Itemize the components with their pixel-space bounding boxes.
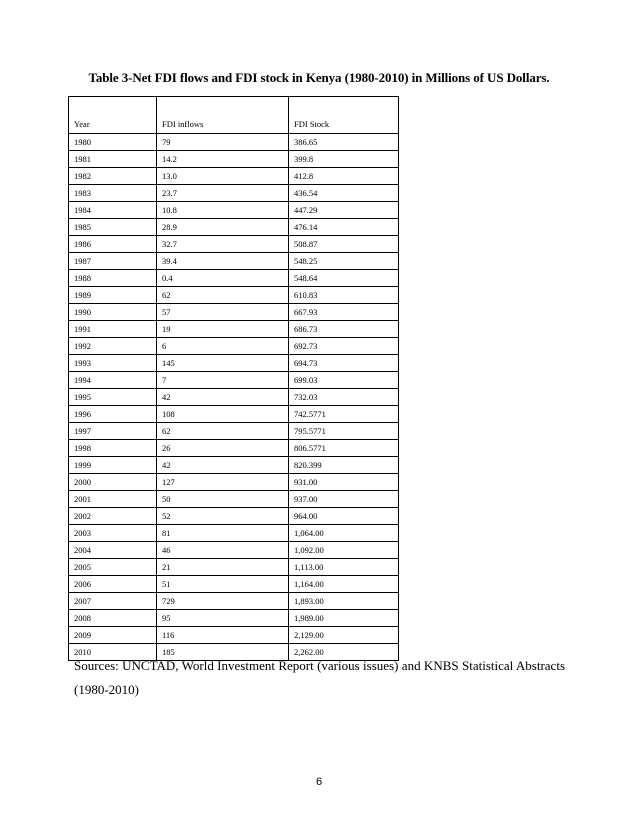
cell-year: 2003 bbox=[69, 525, 157, 542]
table-row bbox=[69, 457, 399, 474]
cell-fdi-inflows: 28.9 bbox=[157, 219, 289, 236]
cell-fdi-stock: 937.00 bbox=[289, 491, 399, 508]
cell-fdi-inflows: 79 bbox=[157, 134, 289, 151]
cell-fdi-stock: 699.03 bbox=[289, 372, 399, 389]
cell-year: 2000 bbox=[69, 474, 157, 491]
cell-year: 1991 bbox=[69, 321, 157, 338]
table-row bbox=[69, 440, 399, 457]
table-row bbox=[69, 134, 399, 151]
table-row bbox=[69, 491, 399, 508]
cell-fdi-inflows: 51 bbox=[157, 576, 289, 593]
table-row bbox=[69, 253, 399, 270]
table-row bbox=[69, 236, 399, 253]
header-year: Year bbox=[69, 115, 157, 134]
cell-fdi-inflows: 39.4 bbox=[157, 253, 289, 270]
cell-fdi-stock: 436.54 bbox=[289, 185, 399, 202]
cell-year: 1984 bbox=[69, 202, 157, 219]
cell-fdi-inflows: 62 bbox=[157, 423, 289, 440]
table-row bbox=[69, 525, 399, 542]
table-row bbox=[69, 355, 399, 372]
cell-fdi-stock: 1,893.00 bbox=[289, 593, 399, 610]
cell-fdi-stock: 964.00 bbox=[289, 508, 399, 525]
page-number: 6 bbox=[315, 776, 323, 788]
table-row bbox=[69, 474, 399, 491]
cell-fdi-inflows: 42 bbox=[157, 389, 289, 406]
cell-fdi-stock: 1,113.00 bbox=[289, 559, 399, 576]
cell-fdi-stock: 795.5771 bbox=[289, 423, 399, 440]
cell-year: 1999 bbox=[69, 457, 157, 474]
cell-year: 1998 bbox=[69, 440, 157, 457]
cell-fdi-stock: 1,064.00 bbox=[289, 525, 399, 542]
table-row bbox=[69, 185, 399, 202]
table-row bbox=[69, 338, 399, 355]
table-row bbox=[69, 559, 399, 576]
cell-fdi-inflows: 14.2 bbox=[157, 151, 289, 168]
cell-fdi-stock: 742.5771 bbox=[289, 406, 399, 423]
cell-year: 1992 bbox=[69, 338, 157, 355]
cell-year: 1987 bbox=[69, 253, 157, 270]
cell-year: 1995 bbox=[69, 389, 157, 406]
table-row bbox=[69, 202, 399, 219]
cell-fdi-stock: 2,129.00 bbox=[289, 627, 399, 644]
cell-fdi-stock: 732.03 bbox=[289, 389, 399, 406]
cell-fdi-inflows: 729 bbox=[157, 593, 289, 610]
cell-fdi-stock: 820.399 bbox=[289, 457, 399, 474]
table-title: Table 3-Net FDI flows and FDI stock in Kenya (1980-2010) in Millions of US Dollars. bbox=[88, 70, 550, 85]
cell-fdi-inflows: 145 bbox=[157, 355, 289, 372]
table-row bbox=[69, 372, 399, 389]
cell-year: 1990 bbox=[69, 304, 157, 321]
cell-year: 1993 bbox=[69, 355, 157, 372]
table-spacer-row bbox=[69, 97, 399, 116]
table-row bbox=[69, 610, 399, 627]
cell-fdi-inflows: 42 bbox=[157, 457, 289, 474]
fdi-table bbox=[68, 96, 399, 661]
cell-fdi-inflows: 23.7 bbox=[157, 185, 289, 202]
table-row bbox=[69, 219, 399, 236]
table-row bbox=[69, 321, 399, 338]
cell-fdi-inflows: 13.0 bbox=[157, 168, 289, 185]
cell-fdi-stock: 694.73 bbox=[289, 355, 399, 372]
cell-year: 1997 bbox=[69, 423, 157, 440]
cell-year: 2009 bbox=[69, 627, 157, 644]
cell-year: 2008 bbox=[69, 610, 157, 627]
cell-fdi-stock: 508.87 bbox=[289, 236, 399, 253]
table-row bbox=[69, 287, 399, 304]
cell-fdi-stock: 386.65 bbox=[289, 134, 399, 151]
cell-fdi-stock: 1,989.00 bbox=[289, 610, 399, 627]
source-note: Sources: UNCTAD, World Investment Report (various issues) and KNBS Statistical Abstracts (1980-2010) bbox=[74, 658, 565, 697]
cell-year: 1982 bbox=[69, 168, 157, 185]
cell-year: 2001 bbox=[69, 491, 157, 508]
cell-year: 1980 bbox=[69, 134, 157, 151]
cell-year: 2006 bbox=[69, 576, 157, 593]
cell-fdi-stock: 1,092.00 bbox=[289, 542, 399, 559]
cell-fdi-stock: 686.73 bbox=[289, 321, 399, 338]
cell-year: 2010 bbox=[69, 644, 157, 661]
table-row bbox=[69, 270, 399, 287]
cell-fdi-inflows: 19 bbox=[157, 321, 289, 338]
cell-fdi-inflows: 52 bbox=[157, 508, 289, 525]
cell-year: 1989 bbox=[69, 287, 157, 304]
cell-year: 1986 bbox=[69, 236, 157, 253]
cell-year: 1985 bbox=[69, 219, 157, 236]
header-fdi-inflows: FDI inflows bbox=[157, 115, 289, 134]
table-row bbox=[69, 168, 399, 185]
cell-fdi-stock: 667.93 bbox=[289, 304, 399, 321]
table-row bbox=[69, 627, 399, 644]
cell-fdi-inflows: 127 bbox=[157, 474, 289, 491]
header-fdi-stock: FDI Stock bbox=[289, 115, 399, 134]
cell-fdi-inflows: 185 bbox=[157, 644, 289, 661]
cell-fdi-inflows: 10.8 bbox=[157, 202, 289, 219]
cell-fdi-inflows: 50 bbox=[157, 491, 289, 508]
cell-fdi-stock: 548.25 bbox=[289, 253, 399, 270]
cell-fdi-inflows: 108 bbox=[157, 406, 289, 423]
cell-fdi-stock: 610.83 bbox=[289, 287, 399, 304]
table-row bbox=[69, 423, 399, 440]
cell-fdi-stock: 931.00 bbox=[289, 474, 399, 491]
cell-fdi-inflows: 32.7 bbox=[157, 236, 289, 253]
table-row bbox=[69, 576, 399, 593]
cell-year: 2007 bbox=[69, 593, 157, 610]
table-row bbox=[69, 389, 399, 406]
cell-year: 1988 bbox=[69, 270, 157, 287]
cell-fdi-inflows: 116 bbox=[157, 627, 289, 644]
cell-fdi-stock: 548.64 bbox=[289, 270, 399, 287]
cell-fdi-inflows: 57 bbox=[157, 304, 289, 321]
cell-year: 1994 bbox=[69, 372, 157, 389]
table-row bbox=[69, 406, 399, 423]
cell-fdi-inflows: 7 bbox=[157, 372, 289, 389]
cell-fdi-inflows: 6 bbox=[157, 338, 289, 355]
cell-year: 2002 bbox=[69, 508, 157, 525]
table-row bbox=[69, 593, 399, 610]
cell-fdi-inflows: 26 bbox=[157, 440, 289, 457]
cell-fdi-stock: 476.14 bbox=[289, 219, 399, 236]
cell-fdi-stock: 447.29 bbox=[289, 202, 399, 219]
cell-year: 1981 bbox=[69, 151, 157, 168]
cell-fdi-stock: 1,164.00 bbox=[289, 576, 399, 593]
cell-fdi-inflows: 21 bbox=[157, 559, 289, 576]
cell-year: 2004 bbox=[69, 542, 157, 559]
cell-fdi-stock: 399.8 bbox=[289, 151, 399, 168]
cell-fdi-inflows: 46 bbox=[157, 542, 289, 559]
cell-fdi-stock: 806.5771 bbox=[289, 440, 399, 457]
cell-fdi-inflows: 95 bbox=[157, 610, 289, 627]
cell-fdi-stock: 412.8 bbox=[289, 168, 399, 185]
cell-fdi-inflows: 0.4 bbox=[157, 270, 289, 287]
table-row bbox=[69, 304, 399, 321]
cell-fdi-inflows: 81 bbox=[157, 525, 289, 542]
table-row bbox=[69, 151, 399, 168]
cell-year: 1996 bbox=[69, 406, 157, 423]
cell-year: 2005 bbox=[69, 559, 157, 576]
table-row bbox=[69, 508, 399, 525]
cell-year: 1983 bbox=[69, 185, 157, 202]
cell-fdi-stock: 2,262.00 bbox=[289, 644, 399, 661]
cell-fdi-stock: 692.73 bbox=[289, 338, 399, 355]
table-row bbox=[69, 542, 399, 559]
cell-fdi-inflows: 62 bbox=[157, 287, 289, 304]
table-header-row bbox=[69, 115, 399, 134]
